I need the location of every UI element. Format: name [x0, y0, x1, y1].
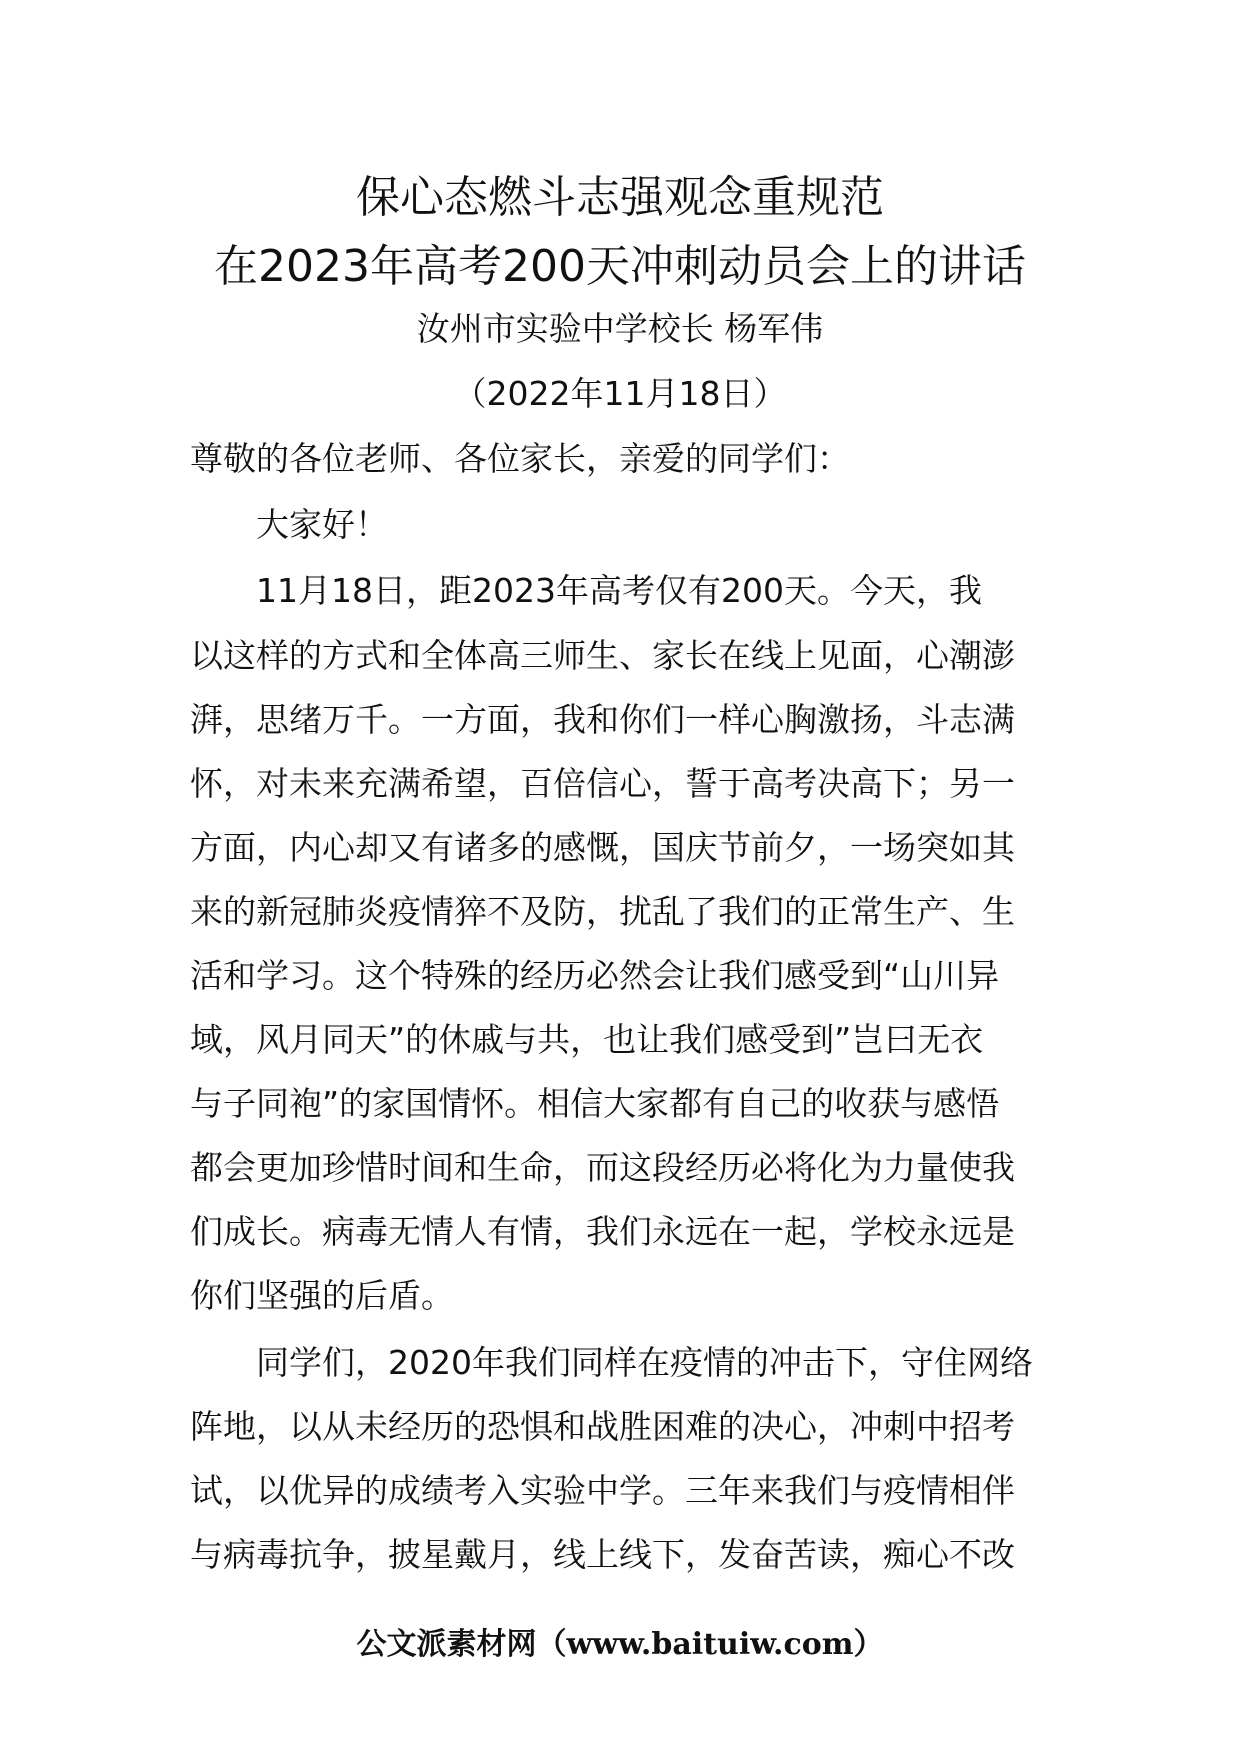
paragraph-line: 与病毒抗争，披星戴月，线上线下，发奋苦读，痴心不改 [190, 1535, 1015, 1574]
paragraph-line: 方面，内心却又有诸多的感慨，国庆节前夕，一场突如其 [190, 828, 1015, 867]
paragraph-line: 阵地，以从未经历的恐惧和战胜困难的决心，冲刺中招考 [190, 1407, 1015, 1446]
paragraph-line: 都会更加珍惜时间和生命，而这段经历必将化为力量使我 [190, 1148, 1015, 1187]
paragraph-line: 怀，对未来充满希望，百倍信心，誓于高考决高下；另一 [190, 764, 1015, 803]
author-line: 汝州市实验中学校长 杨军伟 [416, 309, 824, 348]
paragraph-line: 与子同袍”的家国情怀。相信大家都有自己的收获与感悟 [190, 1084, 1000, 1123]
paragraph-line: 活和学习。这个特殊的经历必然会让我们感受到“山川异 [190, 956, 1000, 995]
greeting: 大家好！ [256, 505, 388, 544]
paragraph-line: 同学们，2020年我们同样在疫情的冲击下，守住网络 [256, 1343, 1033, 1382]
date-line: （2022年11月18日） [453, 374, 787, 413]
title-line-1: 保心态燃斗志强观念重规范 [356, 172, 884, 223]
paragraph-line: 11月18日，距2023年高考仅有200天。今天，我 [256, 571, 982, 610]
paragraph-line: 们成长。病毒无情人有情，我们永远在一起，学校永远是 [190, 1212, 1015, 1251]
footer-watermark: 公文派素材网（www.baituiw.com） [356, 1627, 884, 1662]
salutation: 尊敬的各位老师、各位家长，亲爱的同学们： [190, 439, 850, 478]
paragraph-line: 你们坚强的后盾。 [190, 1276, 454, 1315]
paragraph-line: 域，风月同天”的休戚与共，也让我们感受到”岂曰无衣 [190, 1020, 984, 1059]
paragraph-line: 以这样的方式和全体高三师生、家长在线上见面，心潮澎 [190, 636, 1015, 675]
paragraph-line: 试，以优异的成绩考入实验中学。三年来我们与疫情相伴 [190, 1471, 1015, 1510]
title-line-2: 在2023年高考200天冲刺动员会上的讲话 [214, 241, 1026, 292]
paragraph-line: 湃，思绪万千。一方面，我和你们一样心胸激扬，斗志满 [190, 700, 1015, 739]
paragraph-line: 来的新冠肺炎疫情猝不及防，扰乱了我们的正常生产、生 [190, 892, 1015, 931]
